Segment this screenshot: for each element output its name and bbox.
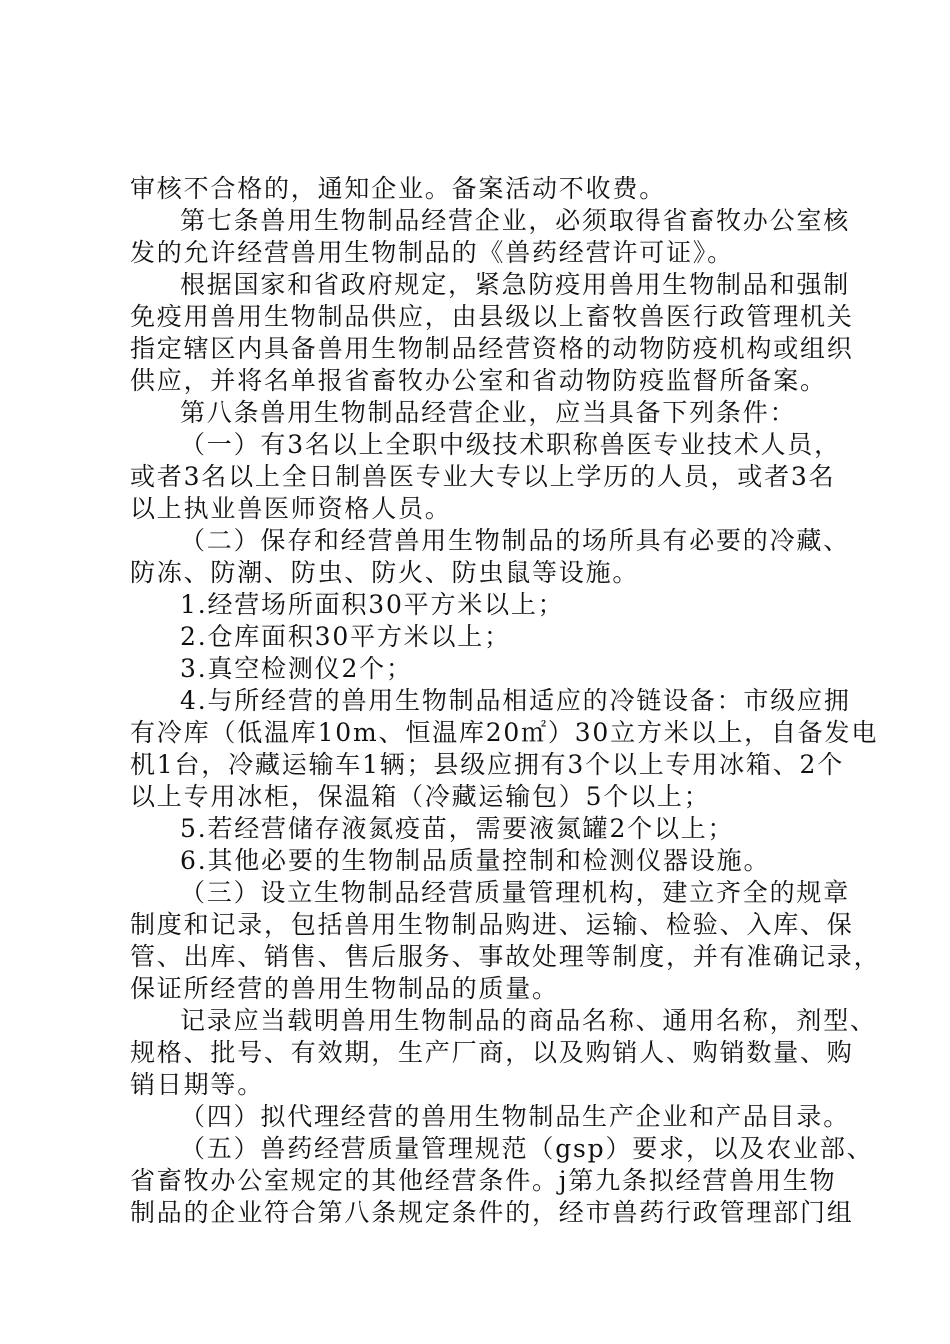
text-line: 保证所经营的兽用生物制品的质量。: [130, 974, 559, 1003]
text-line: 机1台，冷藏运输车1辆；县级应拥有3个以上专用冰箱、2个: [130, 750, 845, 779]
text-line: 1.经营场所面积30平方米以上；: [180, 590, 565, 619]
text-line: 销日期等。: [130, 1070, 265, 1099]
text-line: （四）拟代理经营的兽用生物制品生产企业和产品目录。: [180, 1102, 851, 1131]
text-line: 防冻、防潮、防虫、防火、防虫鼠等设施。: [130, 558, 640, 587]
text-line: 2.仓库面积30平方米以上；: [180, 622, 511, 651]
text-line: 以上专用冰柜，保温箱（冷藏运输包）5个以上；: [130, 782, 711, 811]
text-line: 6.其他必要的生物制品质量控制和检测仪器设施。: [180, 846, 771, 875]
text-line: 以上执业兽医师资格人员。: [130, 494, 452, 523]
text-line: 供应，并将名单报省畜牧办公室和省动物防疫监督所备案。: [130, 366, 827, 395]
text-line: 免疫用兽用生物制品供应，由县级以上畜牧兽医行政管理机关: [130, 302, 854, 331]
text-line: 5.若经营储存液氮疫苗，需要液氮罐2个以上；: [180, 814, 735, 843]
text-line: （一）有3名以上全职中级技术职称兽医专业技术人员，: [180, 430, 841, 459]
text-line: 规格、批号、有效期，生产厂商，以及购销人、购销数量、购: [130, 1038, 854, 1067]
text-line: 审核不合格的，通知企业。备案活动不收费。: [130, 174, 667, 203]
text-line: 制度和记录，包括兽用生物制品购进、运输、检验、入库、保: [130, 910, 854, 939]
text-line: 第八条兽用生物制品经营企业，应当具备下列条件：: [180, 398, 797, 427]
text-line: （二）保存和经营兽用生物制品的场所具有必要的冷藏、: [180, 526, 851, 555]
text-line: 省畜牧办公室规定的其他经营条件。j第九条拟经营兽用生物: [130, 1166, 837, 1195]
text-line: 发的允许经营兽用生物制品的《兽药经营许可证》。: [130, 238, 734, 267]
text-line: （三）设立生物制品经营质量管理机构，建立齐全的规章: [180, 878, 851, 907]
text-line: 或者3名以上全日制兽医专业大专以上学历的人员，或者3名: [130, 462, 836, 491]
text-line: 4.与所经营的兽用生物制品相适应的冷链设备：市级应拥: [180, 686, 851, 715]
text-line: 根据国家和省政府规定，紧急防疫用兽用生物制品和强制: [180, 270, 851, 299]
text-line: 指定辖区内具备兽用生物制品经营资格的动物防疫机构或组织: [130, 334, 854, 363]
text-line: 记录应当载明兽用生物制品的商品名称、通用名称，剂型、: [180, 1006, 877, 1035]
text-line: 制品的企业符合第八条规定条件的，经市兽药行政管理部门组: [130, 1198, 854, 1227]
text-line: 管、出库、销售、售后服务、事故处理等制度，并有准确记录，: [130, 942, 881, 971]
text-line: 有冷库（低温库10m、恒温库20㎡）30立方米以上，自备发电: [130, 718, 879, 747]
text-line: 3.真空检测仪2个；: [180, 654, 413, 683]
text-line: 第七条兽用生物制品经营企业，必须取得省畜牧办公室核: [180, 206, 851, 235]
text-line: （五）兽药经营质量管理规范（gsp）要求，以及农业部、: [180, 1134, 874, 1163]
